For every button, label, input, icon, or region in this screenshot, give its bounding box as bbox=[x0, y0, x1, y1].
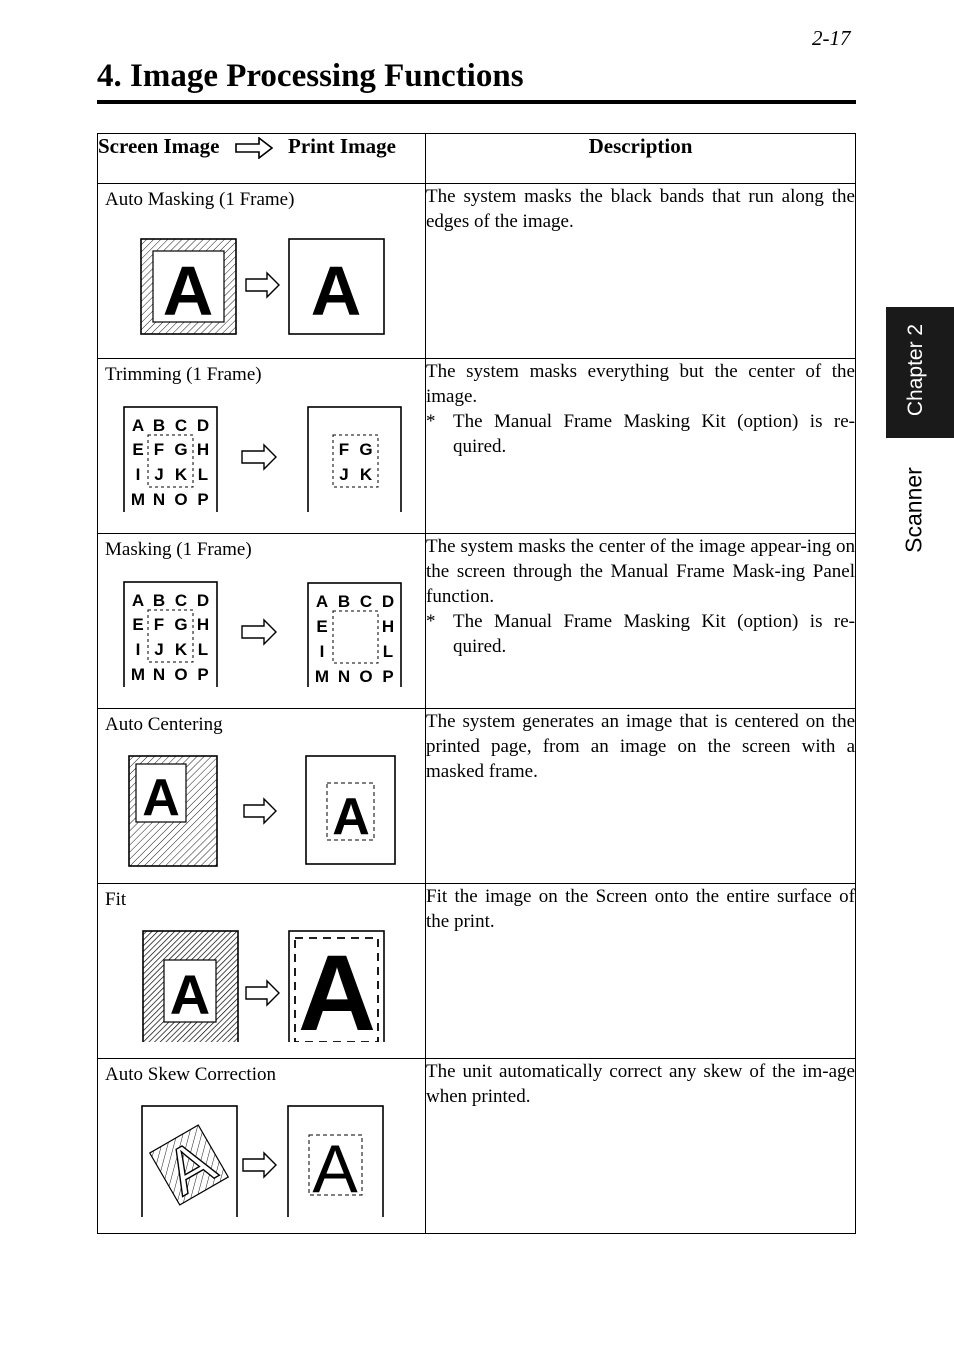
grid-letter: J bbox=[154, 465, 164, 484]
masking-illustration bbox=[98, 567, 425, 687]
auto-masking-illustration bbox=[98, 217, 425, 335]
description-text: The system generates an image that is centered on the printed page, from an image on the screen with a masked frame. bbox=[426, 711, 855, 782]
grid-letter: M bbox=[130, 665, 146, 684]
functions-table bbox=[97, 133, 856, 1234]
grid-letter: K bbox=[174, 465, 188, 484]
grid-letter: N bbox=[152, 490, 166, 509]
table-row bbox=[98, 534, 856, 709]
grid-letter: A bbox=[315, 592, 329, 611]
note bbox=[426, 409, 855, 459]
description-cell bbox=[426, 359, 856, 534]
function-name: Auto Centering bbox=[105, 714, 223, 735]
table-row bbox=[98, 359, 856, 534]
description-text: Fit the image on the Screen onto the entire surface of the print. bbox=[426, 886, 855, 932]
function-name: Auto Skew Correction bbox=[105, 1064, 276, 1085]
grid-letter: M bbox=[130, 490, 146, 509]
grid-letter: A bbox=[131, 591, 145, 610]
grid-letter: L bbox=[197, 640, 209, 659]
table-row bbox=[98, 184, 856, 359]
grid-letter: D bbox=[196, 416, 210, 435]
grid-letter: P bbox=[382, 667, 394, 686]
auto-centering-illustration bbox=[98, 742, 425, 867]
grid-letter: D bbox=[196, 591, 210, 610]
title-rule bbox=[97, 100, 856, 104]
trimming-illustration bbox=[98, 392, 425, 512]
grid-letter: F bbox=[153, 440, 165, 459]
grid-letter: J bbox=[154, 640, 164, 659]
description-text: The system masks the center of the image appear-ing on the screen through the Manual Frame Mask-ing Panel function. bbox=[426, 536, 855, 607]
grid-letter: I bbox=[135, 640, 141, 659]
description-cell bbox=[426, 184, 856, 359]
table-row bbox=[98, 884, 856, 1059]
function-name: Trimming (1 Frame) bbox=[105, 364, 262, 385]
note-marker: * bbox=[426, 611, 436, 632]
grid-letter: C bbox=[174, 591, 188, 610]
fit-illustration bbox=[98, 917, 425, 1042]
description-cell bbox=[426, 534, 856, 709]
grid-letter: N bbox=[337, 667, 351, 686]
function-cell bbox=[98, 184, 426, 359]
function-name: Fit bbox=[105, 889, 127, 910]
grid-letter: E bbox=[132, 615, 144, 634]
grid-letter: H bbox=[196, 440, 210, 459]
letter-a: A bbox=[312, 1131, 358, 1207]
function-cell bbox=[98, 359, 426, 534]
grid-letter: O bbox=[359, 667, 373, 686]
header-print-image: Print Image bbox=[288, 134, 396, 158]
grid-letter: A bbox=[131, 416, 145, 435]
header-screen-image: Screen Image bbox=[98, 134, 220, 158]
auto-skew-correction-illustration bbox=[98, 1092, 425, 1217]
grid-letter: G bbox=[359, 440, 373, 459]
description-cell bbox=[426, 884, 856, 1059]
grid-letter: I bbox=[135, 465, 141, 484]
grid-letter: P bbox=[197, 665, 209, 684]
grid-letter: H bbox=[381, 617, 395, 636]
grid-letter: C bbox=[174, 416, 188, 435]
grid-letter: O bbox=[174, 490, 188, 509]
grid-letter: J bbox=[339, 465, 349, 484]
grid-letter: F bbox=[338, 440, 350, 459]
description-text: The system masks the black bands that run along the edges of the image. bbox=[426, 186, 855, 232]
chapter-tab-label: Chapter 2 bbox=[904, 323, 927, 417]
header-description: Description bbox=[426, 134, 856, 184]
grid-letter: B bbox=[152, 591, 166, 610]
letter-a: A bbox=[169, 963, 211, 1026]
table-header-row bbox=[98, 134, 856, 184]
grid-letter: B bbox=[152, 416, 166, 435]
note-text: The Manual Frame Masking Kit (option) is re-quired. bbox=[453, 411, 855, 457]
header-image-column bbox=[98, 134, 426, 184]
note bbox=[426, 609, 855, 659]
letter-a: A bbox=[298, 932, 376, 1042]
grid-letter: O bbox=[174, 665, 188, 684]
section-label: Scanner bbox=[900, 467, 927, 553]
letter-a: A bbox=[310, 252, 362, 330]
grid-letter: K bbox=[359, 465, 373, 484]
grid-letter: M bbox=[314, 667, 330, 686]
letter-a: A bbox=[153, 1124, 227, 1209]
grid-letter: H bbox=[196, 615, 210, 634]
grid-letter: E bbox=[132, 440, 144, 459]
grid-letter: I bbox=[319, 642, 325, 661]
function-cell bbox=[98, 534, 426, 709]
function-name: Masking (1 Frame) bbox=[105, 539, 252, 560]
page-title: 4. Image Processing Functions bbox=[97, 58, 524, 94]
grid-letter: F bbox=[153, 615, 165, 634]
letter-a: A bbox=[142, 769, 180, 827]
grid-letter: L bbox=[382, 642, 394, 661]
note-text: The Manual Frame Masking Kit (option) is re-quired. bbox=[453, 611, 855, 657]
grid-letter: G bbox=[174, 615, 188, 634]
description-text: The system masks everything but the center of the image. bbox=[426, 361, 855, 407]
function-name: Auto Masking (1 Frame) bbox=[105, 189, 295, 210]
grid-letter: P bbox=[197, 490, 209, 509]
arrow-right-icon bbox=[235, 137, 273, 159]
function-cell bbox=[98, 1059, 426, 1234]
grid-letter: K bbox=[174, 640, 188, 659]
page-number: 2-17 bbox=[812, 26, 851, 50]
table-row bbox=[98, 1059, 856, 1234]
grid-letter: G bbox=[174, 440, 188, 459]
letter-a: A bbox=[332, 788, 370, 846]
function-cell bbox=[98, 709, 426, 884]
grid-letter: L bbox=[197, 465, 209, 484]
description-cell bbox=[426, 1059, 856, 1234]
grid-letter: C bbox=[359, 592, 373, 611]
grid-letter: N bbox=[152, 665, 166, 684]
note-marker: * bbox=[426, 411, 436, 432]
grid-letter: D bbox=[381, 592, 395, 611]
description-text: The unit automatically correct any skew of the im-age when printed. bbox=[426, 1061, 855, 1107]
function-cell bbox=[98, 884, 426, 1059]
grid-letter: E bbox=[316, 617, 328, 636]
table-row bbox=[98, 709, 856, 884]
letter-a: A bbox=[162, 252, 214, 330]
description-cell bbox=[426, 709, 856, 884]
grid-letter: B bbox=[337, 592, 351, 611]
